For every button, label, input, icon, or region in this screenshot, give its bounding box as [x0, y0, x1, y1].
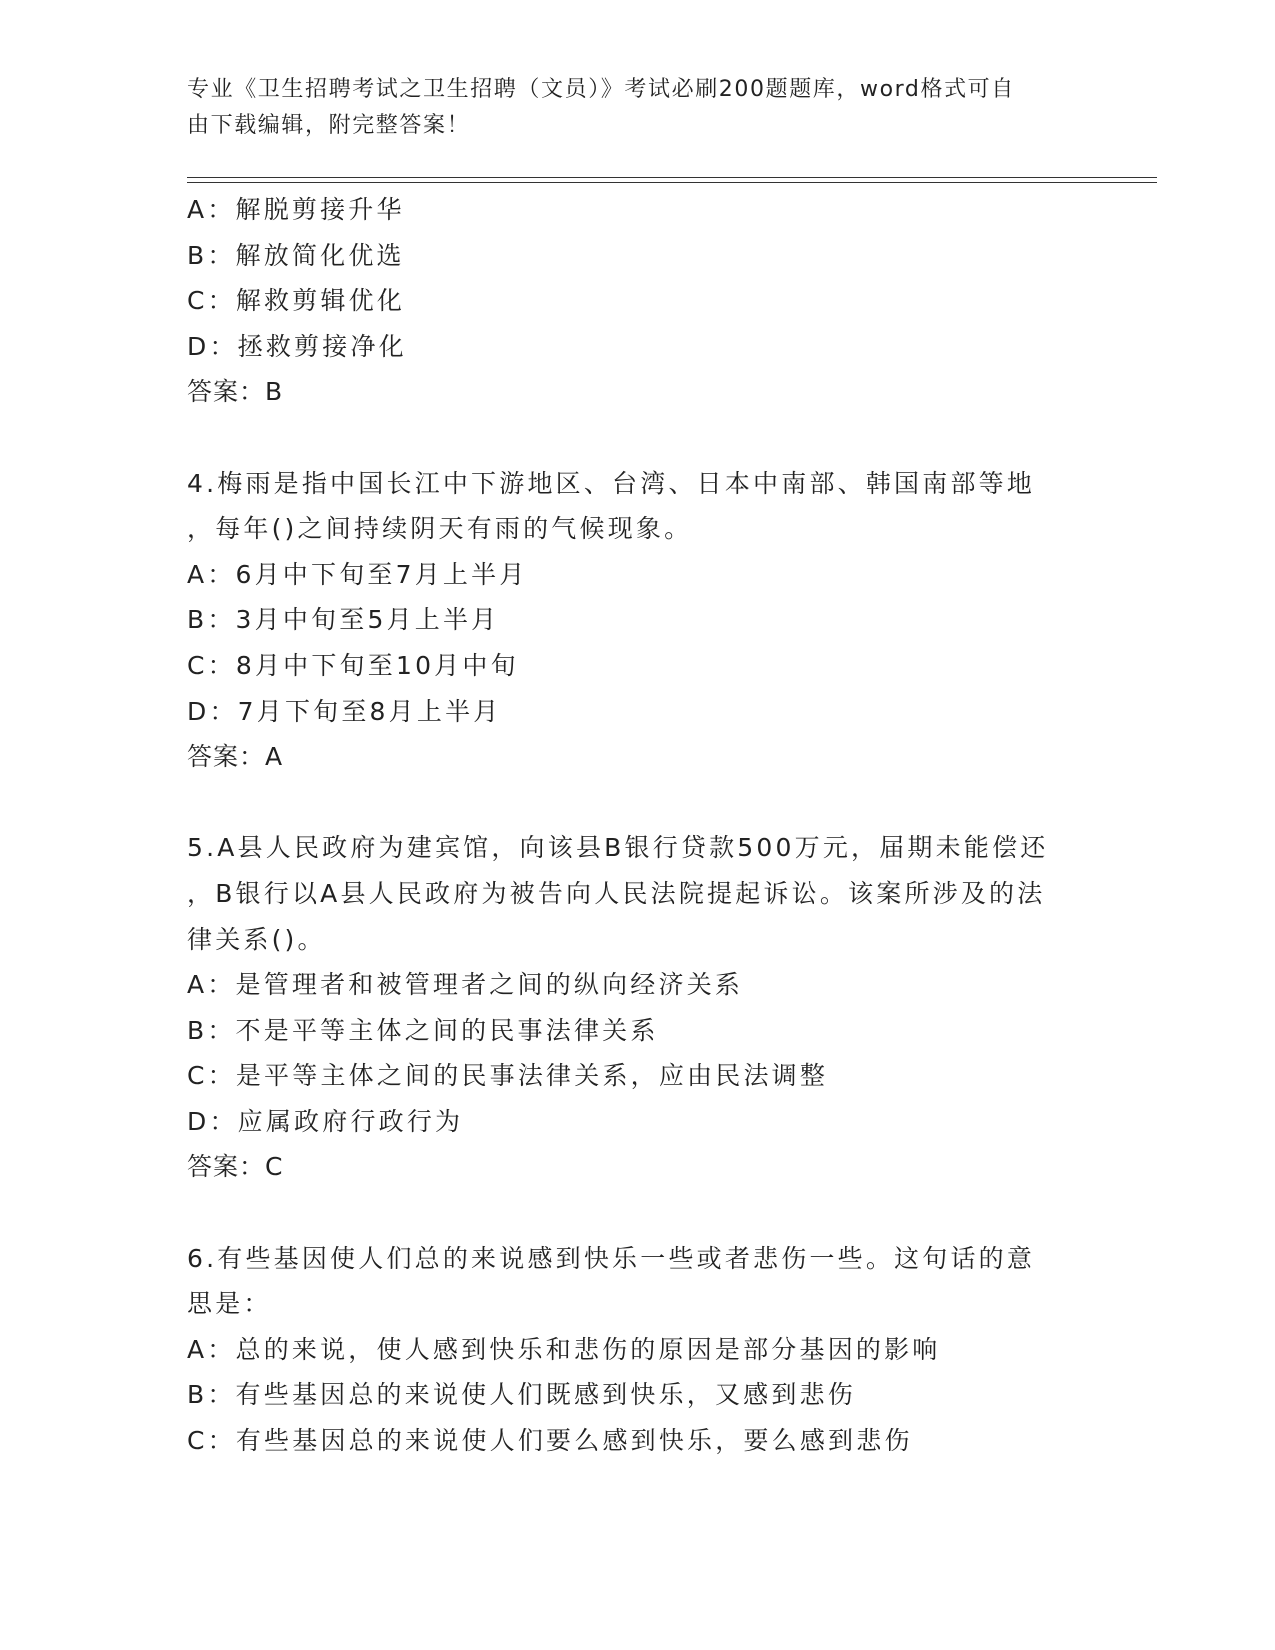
option-c: C：解救剪辑优化: [187, 286, 406, 316]
question-6: [187, 1236, 1087, 1464]
option-c: C：有些基因总的来说使人们要么感到快乐，要么感到悲伤: [187, 1426, 913, 1456]
question-list: [187, 187, 1087, 1464]
option-b: B：有些基因总的来说使人们既感到快乐，又感到悲伤: [187, 1380, 856, 1410]
question-5: [187, 825, 1087, 1190]
question-stem-line: 6.有些基因使人们总的来说感到快乐一些或者悲伤一些。这句话的意: [187, 1243, 1036, 1273]
option-c: C：8月中下旬至10月中旬: [187, 650, 519, 680]
question-stem-line: ，每年()之间持续阴天有雨的气候现象。: [187, 514, 693, 544]
answer-line: 答案：A: [187, 742, 284, 772]
option-d: D：7月下旬至8月上半月: [187, 696, 502, 726]
header-divider-top: [187, 177, 1157, 178]
option-a: A：解脱剪接升华: [187, 195, 405, 224]
question-3: [187, 187, 1087, 415]
header-title-line-2: 由下载编辑，附完整答案！: [187, 113, 471, 138]
question-4: [187, 461, 1087, 780]
header-divider-bottom: [187, 182, 1157, 183]
question-stem-line: 律关系()。: [187, 924, 326, 954]
answer-line: 答案：C: [187, 1152, 284, 1182]
option-b: B：不是平等主体之间的民事法律关系: [187, 1015, 659, 1045]
spacer: [187, 1190, 1087, 1236]
question-stem-line: ，B银行以A县人民政府为被告向人民法院提起诉讼。该案所涉及的法: [187, 878, 1046, 908]
option-d: D：应属政府行政行为: [187, 1106, 464, 1136]
question-stem-line: 5.A县人民政府为建宾馆，向该县B银行贷款500万元，届期未能偿还: [187, 833, 1049, 863]
header-title-line-1: 专业《卫生招聘考试之卫生招聘（文员）》考试必刷200题题库，word格式可自: [187, 77, 1015, 102]
question-stem-line: 思是：: [187, 1289, 272, 1319]
option-a: A：总的来说，使人感到快乐和悲伤的原因是部分基因的影响: [187, 1334, 941, 1364]
option-c: C：是平等主体之间的民事法律关系，应由民法调整: [187, 1061, 829, 1091]
answer-line: 答案：B: [187, 377, 284, 407]
option-b: B：解放简化优选: [187, 240, 405, 270]
option-a: A：6月中下旬至7月上半月: [187, 559, 528, 589]
option-d: D：拯救剪接净化: [187, 331, 407, 361]
spacer: [187, 415, 1087, 461]
spacer: [187, 780, 1087, 826]
question-stem-line: 4.梅雨是指中国长江中下游地区、台湾、日本中南部、韩国南部等地: [187, 468, 1036, 498]
option-b: B：3月中旬至5月上半月: [187, 605, 500, 635]
document-header: [187, 72, 1067, 144]
option-a: A：是管理者和被管理者之间的纵向经济关系: [187, 970, 744, 1000]
